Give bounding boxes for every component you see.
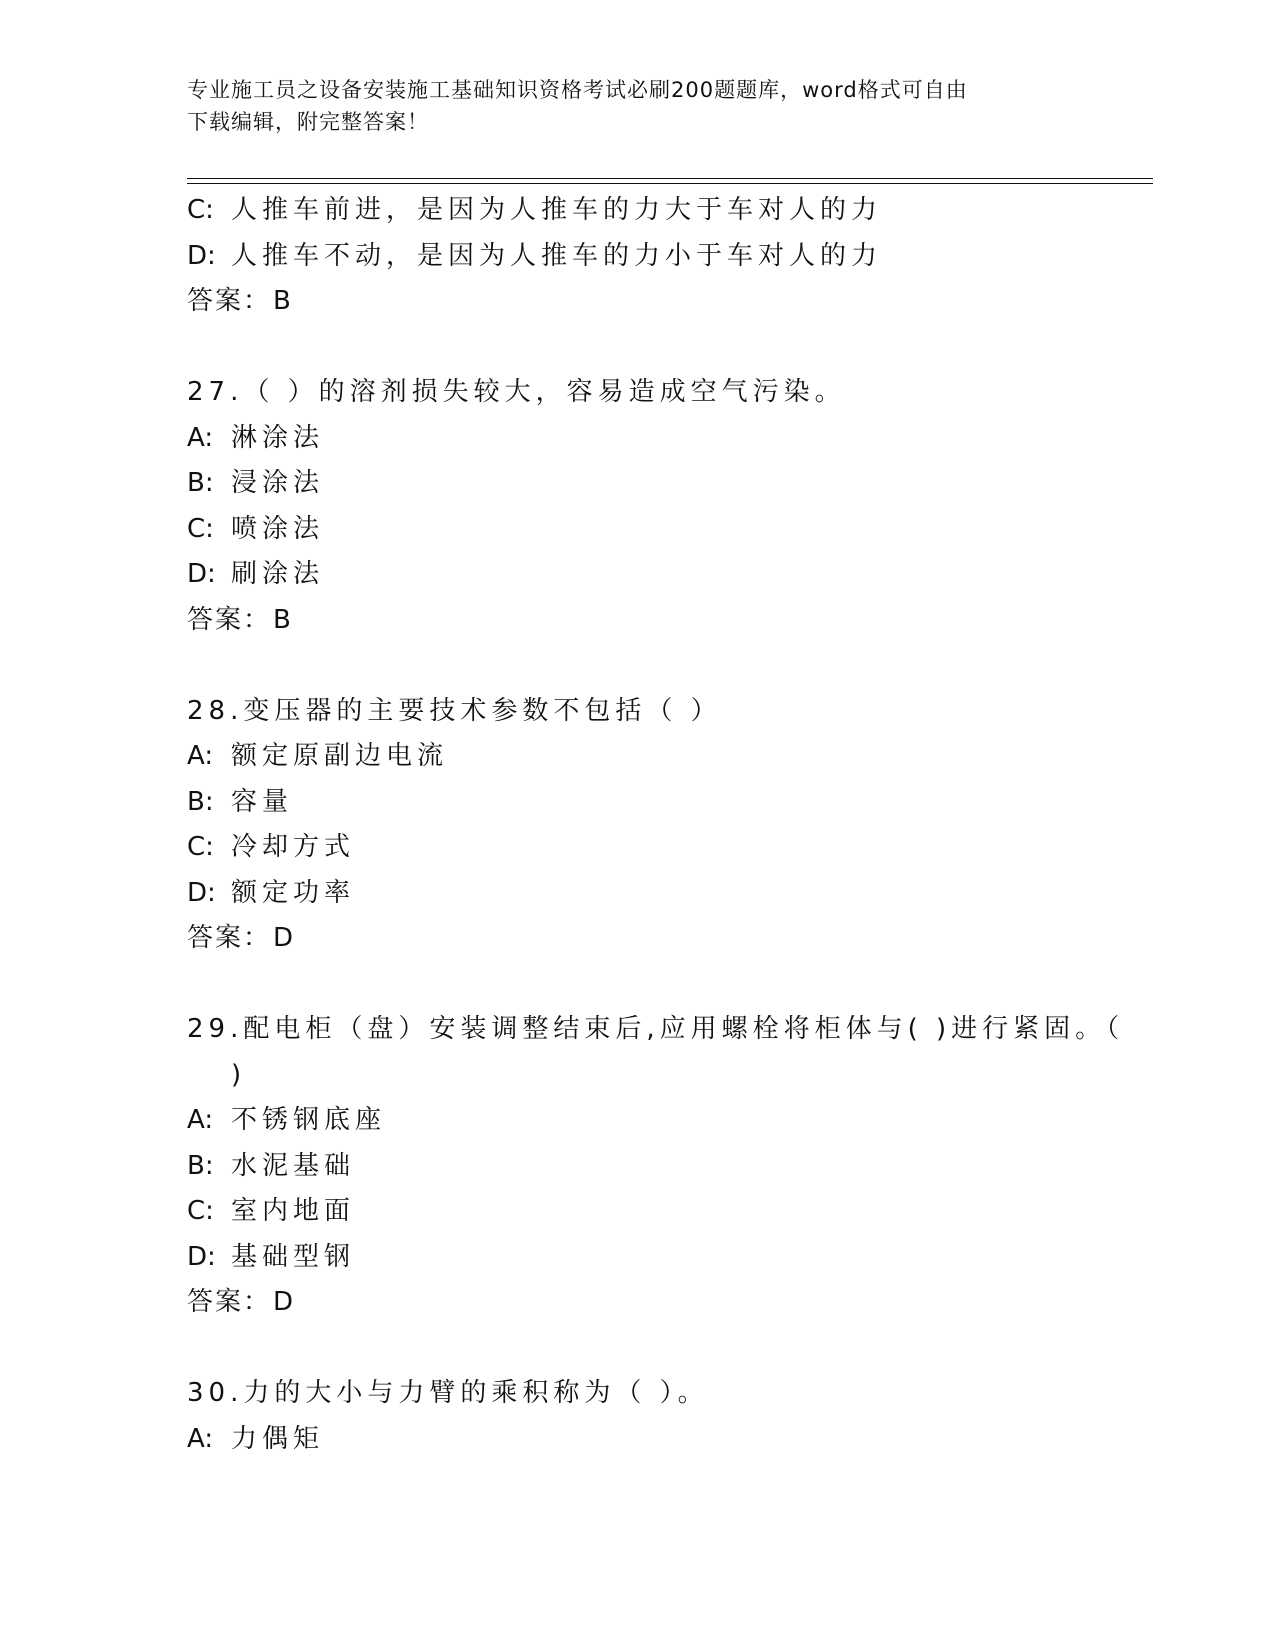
answer-label: 答案：: [187, 286, 272, 316]
header-divider-bottom: [187, 183, 1153, 184]
option-label: A:: [187, 1105, 214, 1135]
answer-value: B: [273, 604, 291, 635]
option-label: A:: [187, 422, 214, 453]
answer-label: 答案：: [187, 1287, 272, 1317]
option-label: C:: [187, 513, 214, 544]
option-text: 冷却方式: [231, 832, 356, 862]
option-label: C:: [187, 832, 214, 862]
question-stem: 28.变压器的主要技术参数不包括（ ）: [187, 695, 722, 726]
option-c: [187, 507, 1087, 553]
spacer: [187, 962, 1087, 1008]
option-text: 容量: [231, 786, 294, 817]
answer-line: [187, 1280, 1087, 1326]
option-d: [187, 1235, 1087, 1281]
header-title-line-1: 专业施工员之设备安装施工基础知识资格考试必刷200题题库，word格式可自由: [187, 78, 968, 102]
header-divider-top: [187, 178, 1153, 179]
option-a: [187, 1417, 1087, 1463]
answer-value: D: [273, 923, 294, 953]
option-d: [187, 552, 1087, 598]
option-label: B:: [187, 786, 214, 817]
question-26-tail: [187, 188, 1087, 325]
option-label: A:: [187, 741, 214, 771]
option-label: B:: [187, 468, 214, 498]
option-d: [187, 234, 1087, 280]
option-a: [187, 734, 1087, 780]
question-list: [187, 188, 1125, 1462]
answer-line: [187, 916, 1087, 962]
option-a: [187, 1098, 1087, 1144]
answer-label: 答案：: [187, 923, 272, 953]
option-c: [187, 188, 1087, 234]
question-29: [187, 1007, 1125, 1326]
option-text: 刷涂法: [231, 559, 325, 589]
option-text: 额定功率: [231, 877, 356, 908]
option-label: D:: [187, 240, 216, 271]
option-label: D:: [187, 559, 216, 589]
option-label: C:: [187, 195, 214, 225]
option-label: B:: [187, 1150, 214, 1181]
question-30: [187, 1371, 1087, 1462]
spacer: [187, 1326, 1087, 1372]
question-28: [187, 689, 1087, 962]
option-text: 人推车前进，是因为人推车的力大于车对人的力: [231, 195, 883, 225]
question-stem: 29.配电柜（盘）安装调整结束后,应用螺栓将柜体与( )进行紧固。（: [187, 1014, 1125, 1044]
option-label: D:: [187, 877, 216, 908]
question-stem: 27.（ ）的溶剂损失较大，容易造成空气污染。: [187, 377, 846, 407]
option-text: 室内地面: [231, 1196, 356, 1226]
answer-line: [187, 598, 1087, 644]
answer-line: [187, 279, 1087, 325]
option-text: 浸涂法: [231, 468, 325, 498]
option-label: A:: [187, 1423, 214, 1454]
spacer: [187, 643, 1087, 689]
option-c: [187, 825, 1087, 871]
option-label: D:: [187, 1241, 216, 1272]
option-b: [187, 780, 1087, 826]
header-title-line-2: 下载编辑，附完整答案！: [187, 110, 429, 134]
option-text: 水泥基础: [231, 1150, 356, 1181]
answer-value: B: [273, 286, 291, 316]
answer-value: D: [273, 1287, 294, 1317]
option-text: 力偶矩: [231, 1423, 325, 1454]
option-text: 基础型钢: [231, 1241, 356, 1272]
option-text: 人推车不动，是因为人推车的力小于车对人的力: [231, 240, 883, 271]
option-text: 额定原副边电流: [231, 741, 449, 771]
spacer: [187, 325, 1087, 371]
option-a: [187, 416, 1087, 462]
option-b: [187, 461, 1087, 507]
option-c: [187, 1189, 1087, 1235]
option-text: 喷涂法: [231, 513, 325, 544]
answer-label: 答案：: [187, 604, 272, 635]
option-d: [187, 871, 1087, 917]
option-text: 不锈钢底座: [231, 1105, 387, 1135]
option-text: 淋涂法: [231, 422, 325, 453]
option-b: [187, 1144, 1087, 1190]
document-header: [187, 74, 1087, 138]
option-label: C:: [187, 1196, 214, 1226]
question-stem-continuation: ): [231, 1059, 247, 1090]
question-stem: 30.力的大小与力臂的乘积称为（ ）。: [187, 1378, 709, 1408]
question-27: [187, 370, 1087, 643]
